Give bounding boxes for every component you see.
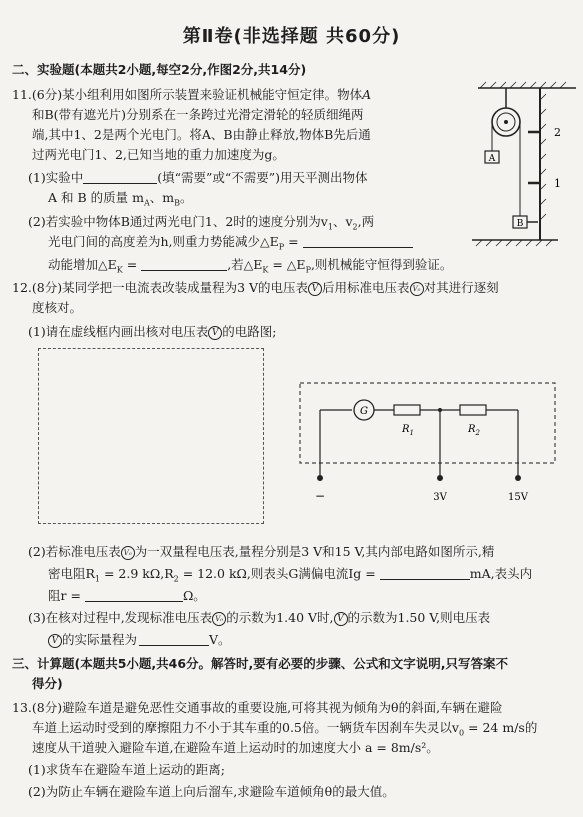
- q11-part1-cont: A 和 B 的质量 $m_A$、$m_B$。: [48, 190, 193, 208]
- answer-blank[interactable]: [380, 565, 470, 580]
- terminal-15v-label: 15V: [508, 492, 528, 503]
- q12-part2-line2: 密电阻$R_1 = 2.9$ $k\Omega,R_2 = 12.0$ kΩ,则表头G满偏电流Ig = mA,表头内: [48, 566, 533, 584]
- photogate-1-label: 1: [554, 177, 561, 190]
- q11-line4: 过两光电门1、2,已知当地的重力加速度为g。: [32, 147, 285, 162]
- q13-part2: (2)为防止车辆在避险车道上向后溜车,求避险车道倾角θ的最大值。: [28, 784, 395, 799]
- q11-line2: 和B(带有遮光片)分别系在一条跨过光滑定滑轮的轻质细绳两: [32, 107, 364, 122]
- q12-part3: (3)在核对过程中,发现标准电压表 V₀ 的示数为1.40 V时, V 的示数为1.50 V,则电压表: [28, 610, 491, 625]
- answer-blank[interactable]: [83, 169, 157, 184]
- resistor-r2-label: $R_2$: [468, 424, 480, 437]
- q12-line2: 度核对。: [32, 300, 83, 315]
- section-experiment-heading: 二、实验题(本题共2小题,每空2分,作图2分,共14分): [12, 62, 307, 77]
- section-calc-heading: 三、计算题(本题共5小题,共46分。解答时,要有必要的步骤、公式和文字说明,只写答案不: [12, 656, 509, 671]
- q11-line3: 端,其中1、2是两个光电门。将A、B由静止释放,物体B先后通: [32, 127, 371, 142]
- q13-line1: 13.(8分)避险车道是避免恶性交通事故的重要设施,可将其视为倾角为θ的斜面,车辆在避险: [12, 700, 503, 715]
- q11-part2-line2: 光电门间的高度差为h,则重力势能减少$\triangle E_P$ =: [48, 232, 413, 258]
- answer-blank[interactable]: [303, 233, 413, 248]
- q13-part1: (1)求货车在避险车道上运动的距离;: [28, 762, 225, 777]
- q11-part2: (2)若实验中物体B通过两光电门1、2时的速度分别为$v_1$、$v_2$,两: [28, 214, 375, 232]
- galvanometer-label: G: [360, 406, 368, 417]
- q13-line3: 速度从干道驶入避险车道,在避险车道上运动时的加速度大小 a = 8m/s²。: [32, 740, 439, 755]
- q11-part2-line3: 动能增加$\triangle E_K$ = ,若$\triangle E_K$ = $\triangle E_P$,则机械能守恒得到验证。: [48, 257, 453, 275]
- terminal-minus-label: −: [314, 489, 326, 503]
- q12-part2-line3: 阻r = Ω。: [48, 588, 206, 603]
- photogate-2-label: 2: [554, 126, 561, 139]
- answer-blank[interactable]: [85, 587, 183, 602]
- resistor-r1-label: $R_1$: [402, 424, 414, 437]
- q12-part3-line2: V 的实际量程为 V。: [48, 630, 231, 650]
- answer-blank[interactable]: [141, 256, 227, 271]
- block-b-label: B: [516, 219, 524, 229]
- q12-line1: 12.(8分)某同学把一电流表改装成量程为3 V的电压表 V 后用标准电压表 V₀ 对其进行逐刻: [12, 280, 499, 295]
- q11-part1: (1)实验中 (填“需要”或“不需要”)用天平测出物体: [28, 170, 368, 185]
- block-a-label: A: [488, 154, 496, 164]
- paper-title: 第Ⅱ卷(非选择题 共60分): [182, 26, 401, 47]
- circuit-drawing-box[interactable]: [38, 348, 264, 524]
- q12-part1: (1)请在虚线框内画出核对电压表 V 的电路图;: [28, 324, 277, 339]
- q11-line1: 11.(6分)某小组利用如图所示装置来验证机械能守恒定律。物体A: [12, 87, 372, 102]
- answer-blank[interactable]: [139, 631, 209, 646]
- q12-part2: (2)若标准电压表 V₀ 为一双量程电压表,量程分别是3 V和15 V,其内部电路如图所示,精: [28, 544, 495, 559]
- terminal-3v-label: 3V: [433, 492, 447, 503]
- q13-line2: 车道上运动时受到的摩擦阻力不小于其车重的0.5倍。一辆货车因刹车失灵以$v_0 = 24$ m/s的: [32, 720, 538, 738]
- section-calc-heading-cont: 得分): [32, 676, 63, 691]
- pulley-apparatus-figure: [458, 80, 576, 255]
- dual-range-voltmeter-circuit: [290, 378, 560, 508]
